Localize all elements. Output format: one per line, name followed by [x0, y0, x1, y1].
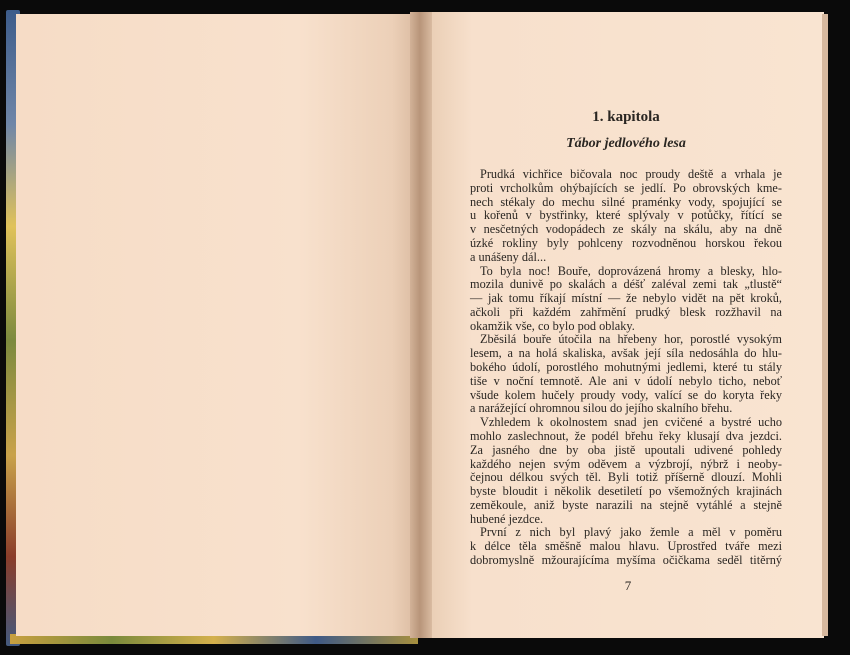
text-line: a unášeny dál...: [470, 249, 547, 264]
text-line: — jak tomu říkají místní — že nebylo vidět na pět kroků,: [470, 291, 782, 306]
chapter-heading: 1. kapitola: [592, 109, 660, 125]
text-line: Zběsilá bouře útočila na hřebeny hor, porostlé vysokým: [480, 332, 782, 347]
chapter-title: Tábor jedlového lesa: [566, 136, 686, 151]
text-line: Prudká vichřice bičovala noc proudy deště a vrhala je: [480, 167, 782, 181]
text-line: proti vrcholkům ohýbajících se jedlí. Po obrovských kme-: [470, 180, 782, 195]
right-page-edge: [822, 14, 828, 636]
text-line: mozila dunivě po skalách a déšť zaléval zemi tak „tlustě“: [470, 277, 782, 292]
text-line: Za jasného dne by oba jistě upoutali udivené pohledy: [470, 442, 782, 457]
text-line: a narážející ohromnou silou do jejího skalního břehu.: [470, 401, 733, 416]
text-line: mohlo zaslechnout, že podél břehu řeky klusají dva jezdci.: [470, 428, 782, 443]
text-line: tiše v noční temnotě. Ale ani v údolí nebylo ticho, neboť: [470, 373, 782, 388]
text-line: První z nich byl plavý jako žemle a měl v poměru: [480, 525, 782, 540]
text-line: zeměkoule, aniž byste narazili na stejně vytáhlé a stejně: [470, 497, 782, 512]
text-line: nech stékaly do mechu silné praménky vody, spojující se: [470, 194, 782, 209]
text-line: k délce těla směšně malou hlavu. Uprostřed tváře mezi: [470, 539, 782, 554]
text-line: všude kolem hučely proudy vody, valící se do koryta řeky: [470, 387, 782, 402]
text-line: hubené jezdce.: [470, 511, 544, 526]
text-line: Vzhledem k okolnostem snad jen cvičené a bystré ucho: [480, 415, 782, 430]
text-line: bokého údolí, porostlého mohutnými jedlemi, které tu stály: [470, 360, 782, 374]
text-line: byste bloudit i několik desetiletí po všemožných krajinách: [470, 484, 782, 499]
text-line: dobromyslně mžourajícíma myšíma očičkama seděl titěrný: [470, 553, 782, 567]
text-line: u kořenů v bystřinky, které splývaly v potůčky, řítící se: [470, 208, 782, 223]
text-line: ačkoli při každém zahřmění prudký blesk rozžhavil na: [470, 304, 782, 319]
text-line: v nesčetných vodopádech ze skály na skálu, aby na dně: [470, 222, 782, 237]
text-line: okamžik vše, co bylo pod oblaky.: [470, 318, 635, 333]
text-line: lesem, a na holá skaliska, avšak její síla nedosáhla do hlu-: [470, 346, 782, 361]
text-line: To byla noc! Bouře, doprovázená hromy a blesky, hlo-: [480, 263, 782, 278]
text-line: úzké rokliny byly pohlceny rozvodněnou horskou řekou: [470, 235, 782, 250]
page-number: 7: [624, 578, 632, 593]
text-line: čejnou délkou svých těl. Byli totiž příšerně dlouzí. Mohli: [470, 470, 782, 485]
text-line: každého nejen svým oděvem a výzbrojí, nýbrž i neoby-: [470, 456, 782, 471]
left-page-blank: [16, 14, 420, 636]
book-spine-gutter: [410, 12, 432, 638]
